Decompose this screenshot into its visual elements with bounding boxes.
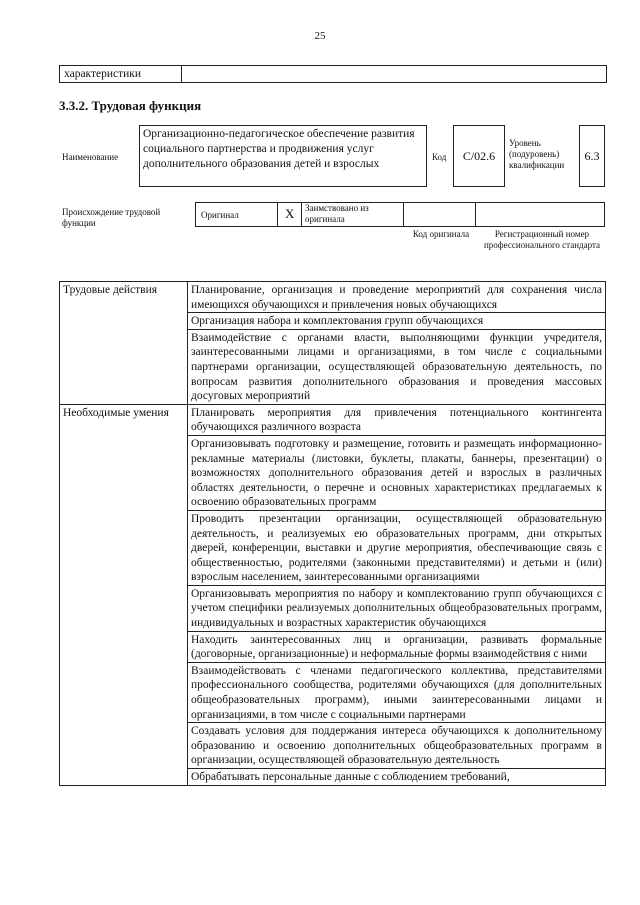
skills-label: Необходимые умения bbox=[60, 404, 188, 785]
name-label: Наименование bbox=[62, 152, 119, 162]
table-row bbox=[60, 282, 606, 313]
skill-item: Планировать мероприятия для привлечения потенциального контингента обучающихся различного возраста bbox=[188, 404, 606, 435]
original-mark-cell bbox=[278, 203, 302, 226]
registration-number-caption: Регистрационный номер профессионального стандарта bbox=[483, 229, 601, 250]
original-label: Оригинал bbox=[201, 210, 239, 220]
labor-actions-label: Трудовые действия bbox=[60, 282, 188, 405]
labor-action-item: Организация набора и комплектования групп обучающихся bbox=[188, 313, 606, 330]
skill-item: Обрабатывать персональные данные с соблюдением требований, bbox=[188, 769, 606, 786]
skill-item: Организовывать подготовку и размещение, готовить и размещать информационно-рекламные материалы (листовки, буклеты, плакаты, баннеры, презентации) о возможностях дополнительного образования детей и взрослых в различных областях деятельности, о перечне и основных характеристиках предлагаемых к освоению образовательных программ bbox=[188, 435, 606, 510]
function-code-box: C/02.6 bbox=[453, 125, 505, 187]
table-row bbox=[60, 404, 606, 435]
labor-action-item: Взаимодействие с органами власти, выполняющими функции учредителя, заинтересованными лицами и организациями, в том числе с социальными партнерами организации, осуществляющей образовательную деятельность, по вопросам развития дополнительного образования и проведения массовых досуговых мероприятий bbox=[188, 329, 606, 404]
skill-item: Организовывать мероприятия по набору и комплектованию групп обучающихся с учетом специфики реализуемых дополнительных общеобразовательных программ, индивидуальных и возрастных характеристик обучающихся bbox=[188, 585, 606, 631]
original-code-caption: Код оригинала bbox=[412, 229, 470, 239]
section-title: 3.3.2. Трудовая функция bbox=[59, 98, 202, 113]
original-code-cell bbox=[404, 203, 476, 226]
previous-row-label: характеристики bbox=[64, 68, 142, 80]
page-number: 25 bbox=[314, 30, 326, 42]
skill-item: Находить заинтересованных лиц и организации, развивать формальные (договорные, организационные) и неформальные формы взаимодействия с ними bbox=[188, 631, 606, 662]
code-label: Код bbox=[432, 152, 447, 162]
labor-action-item: Планирование, организация и проведение мероприятий для сохранения числа имеющихся обучающихся и привлечения новых обучающихся bbox=[188, 282, 606, 313]
registration-number-cell bbox=[476, 203, 604, 226]
labor-function-table bbox=[59, 281, 606, 786]
previous-table-row bbox=[59, 65, 607, 83]
skill-item: Создавать условия для поддержания интереса обучающихся к дополнительному образованию и освоению дополнительных общеобразовательных программ в организации, осуществляющей образовательную деятельность bbox=[188, 723, 606, 769]
borrowed-label: Заимствовано из оригинала bbox=[305, 203, 369, 224]
borrowed-cell bbox=[302, 203, 404, 226]
level-label: Уровень (подуровень) квалификации bbox=[509, 138, 565, 170]
cell-divider bbox=[181, 66, 182, 82]
origin-table-row bbox=[195, 202, 605, 227]
skill-item: Взаимодействовать с членами педагогического коллектива, представителями профессионального сообщества, родителями обучающихся (для дополнительных общеобразовательных программ), иными заинтересованными лицами и организациями, в том числе с социальными партнерами bbox=[188, 662, 606, 722]
qualification-level-box: 6.3 bbox=[579, 125, 605, 187]
original-mark: X bbox=[285, 206, 295, 221]
skill-item: Проводить презентации организации, осуществляющей образовательную деятельность, и реализуемых ею образовательных программ, дни открытых дверей, конференции, выставки и другие мероприятия, обеспечивающие связь с общественностью, родителями (законными представителями) и детьми и (или) взрослым населением, заинтересованными организациями bbox=[188, 510, 606, 585]
origin-label: Происхождение трудовой функции bbox=[62, 207, 161, 228]
function-name-box: Организационно-педагогическое обеспечение развития социального партнерства и продвижения услуг дополнительного образования детей и взрослых bbox=[139, 125, 427, 187]
original-cell bbox=[196, 203, 278, 226]
